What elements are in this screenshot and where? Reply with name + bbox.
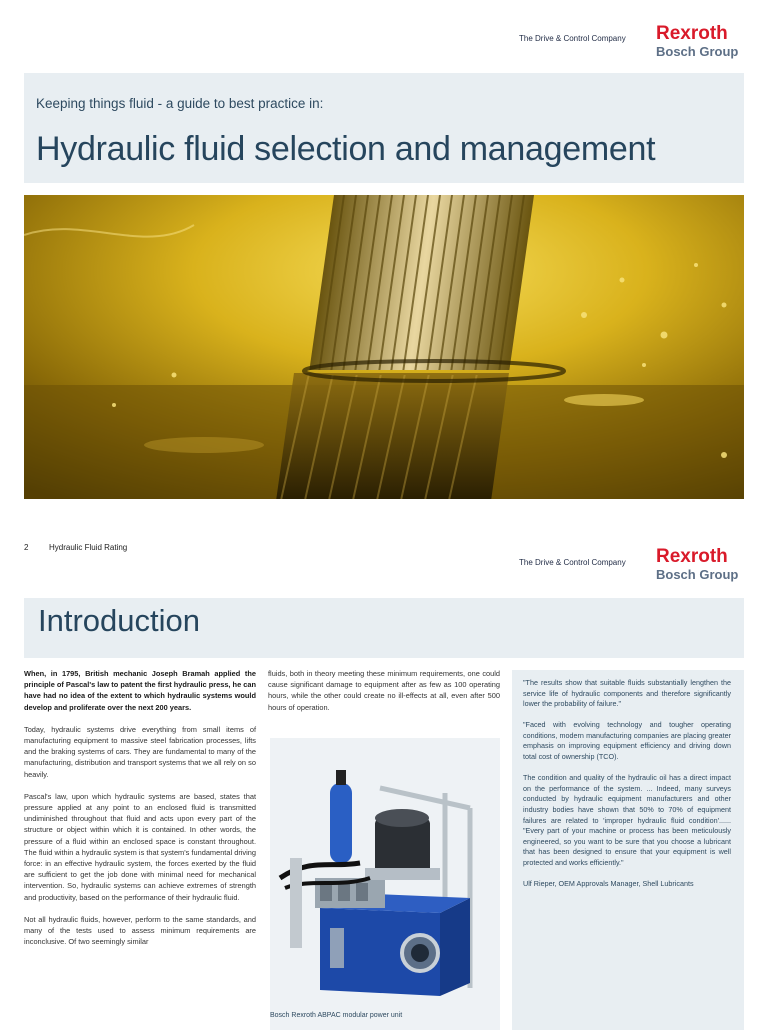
- brand-group: Bosch Group: [656, 567, 739, 582]
- body-column-1: [24, 668, 256, 958]
- cover-title: Hydraulic fluid selection and management: [36, 130, 656, 168]
- body-column-2: [268, 668, 500, 724]
- page-number: 2: [24, 543, 29, 552]
- body-paragraph: Not all hydraulic fluids, however, perform to the same standards, and many of the tests used to assess minimum requirements are inconclusive. Of two seemingly similar: [24, 914, 256, 947]
- brand-name: Rexroth: [656, 23, 728, 44]
- quote-paragraph: "The results show that suitable fluids substantially lengthen the service life of hydraulic components and therefore significantly lower the probability of failure.": [523, 678, 731, 709]
- hero-image-filter-in-oil: [24, 195, 744, 499]
- quote-attribution: Ulf Rieper, OEM Approvals Manager, Shell Lubricants: [523, 879, 694, 888]
- rexroth-logo: [656, 24, 738, 58]
- body-paragraph: Pascal's law, upon which hydraulic systems are based, states that pressure applied at any point to an enclosed fluid is transmitted undiminished throughout that fluid and acts upon every part of the structure or object within which it is contained. In other words, the pressure of a fluid within an enclosed space is constant throughout. The fluid within a hydraulic system is that system's fundamental driving force: in an effective hydraulic system, the forces exerted by the fluid are sufficient to get the job done with minimal need for mechanical intervention. So, hydraulic systems can achieve extremes of strength and productivity, based on the performance of their hydraulic fluid.: [24, 791, 256, 902]
- body-paragraph: Today, hydraulic systems drive everything from small items of manufacturing equipment to massive steel fabrication processes, lifts and the braking systems of cars. They are fundamental to many of the manufacturing, distribution and transport systems that we all rely on so heavily.: [24, 724, 256, 779]
- section-title: Introduction: [38, 603, 200, 638]
- running-title: Hydraulic Fluid Rating: [49, 543, 128, 552]
- company-tagline: The Drive & Control Company: [519, 34, 626, 43]
- rexroth-logo-page2: [656, 547, 738, 581]
- company-tagline-page2: The Drive & Control Company: [519, 558, 626, 567]
- brand-name: Rexroth: [656, 546, 728, 567]
- lead-paragraph: When, in 1795, British mechanic Joseph Bramah applied the principle of Pascal's law to patent the first hydraulic press, he can have had no idea of the extent to which hydraulic systems would develop and proliferate over the next 200 years.: [24, 669, 256, 712]
- power-unit-photo: [270, 738, 500, 1030]
- photo-caption: Bosch Rexroth ABPAC modular power unit: [270, 1012, 403, 1019]
- quotes-column: [523, 678, 731, 900]
- quote-paragraph: "Faced with evolving technology and tougher operating conditions, modern manufacturing companies are placing greater emphasis on improving equipment efficiency and driving down total cost of ownership (TCO).: [523, 720, 731, 762]
- quote-paragraph: The condition and quality of the hydraulic oil has a direct impact on the performance of the system. ... Indeed, many surveys conducted by hydraulic equipment manufacturers and other industry bodies have shown that 50% to 70% of equipment failures are related to 'improper hydraulic fluid condition'...... "Every part of your machine or process has been meticulously engineered, so you want to be sure that you choose a lubricant that has been designed to ensure that your equipment is well protected and works efficiently.": [523, 773, 731, 867]
- cover-subtitle: Keeping things fluid - a guide to best practice in:: [36, 96, 324, 111]
- body-paragraph: fluids, both in theory meeting these minimum requirements, one could cause significant damage to equipment after as few as 100 operating hours, while the other could create no ill-effects at all, even after 500 hours of operation.: [268, 669, 500, 712]
- brand-group: Bosch Group: [656, 44, 739, 59]
